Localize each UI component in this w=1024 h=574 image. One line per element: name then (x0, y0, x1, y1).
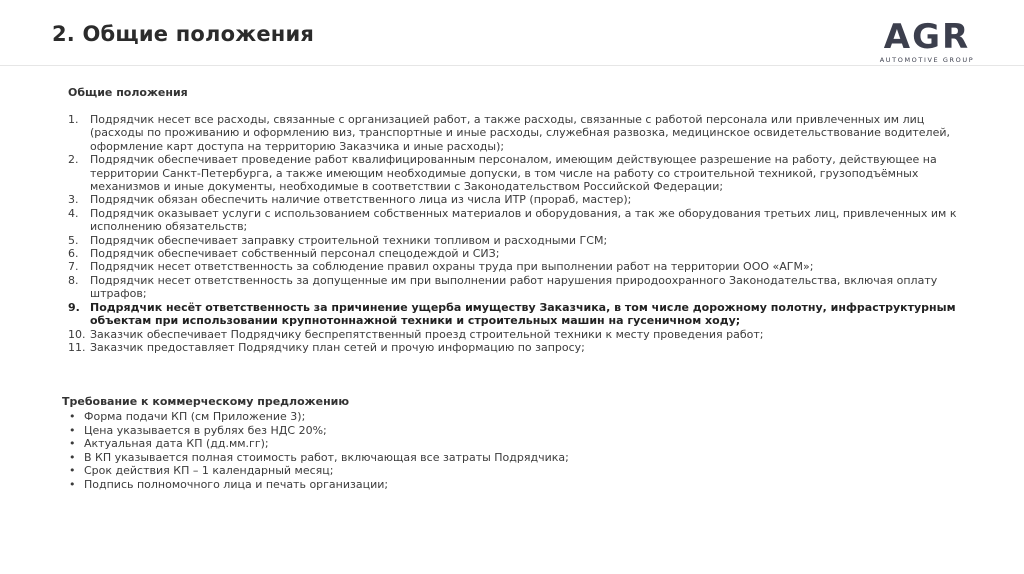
item-text: Подрядчик несет ответственность за соблюдение правил охраны труда при выполнении работ на территории ООО «АГМ»; (90, 260, 814, 274)
item-number: 10. (68, 327, 86, 341)
logo-subtitle: AUTOMOTIVE GROUP (879, 56, 975, 64)
item-text: Заказчик обеспечивает Подрядчику беспрепятственный проезд строительной техники к месту проведения работ; (90, 327, 764, 341)
item-text: Подрядчик оказывает услуги с использованием собственных материалов и оборудования, а так же оборудования третьих лиц, привлеченных им к исполнению обязательств; (90, 206, 957, 234)
list-item: • Подпись полномочного лица и печать организации; (62, 478, 962, 492)
general-provisions-section (68, 86, 978, 354)
list-item (68, 328, 978, 341)
item-text: Подрядчик обеспечивает проведение работ квалифицированным персоналом, имеющим действующее разрешение на работу, действующее на территории Санкт-Петербурга, а также имеющим необходимые допуски, в том числе на работу со строительной техникой, грузоподъёмных механизмов и иные документы, необходимые в соответствии с Законодательством Российской Федерации; (90, 153, 937, 194)
list-item: • В КП указывается полная стоимость работ, включающая все затраты Подрядчика; (62, 451, 962, 465)
item-text: Подрядчик несет ответственность за допущенные им при выполнении работ нарушения природоохранного Законодательства, включая оплату штрафов; (90, 273, 938, 301)
agr-logo (872, 17, 982, 66)
list-item (68, 113, 978, 153)
list-item: • Срок действия КП – 1 календарный месяц; (62, 464, 962, 478)
item-text: Подрядчик несёт ответственность за причинение ущерба имуществу Заказчика, в том числе дорожному полотну, инфраструктурным объектам при использовании крупнотоннажной техники и строительных машин на гусеничном ходу; (90, 300, 956, 328)
item-text: Заказчик предоставляет Подрядчику план сетей и прочую информацию по запросу; (90, 340, 585, 354)
list-item: • Цена указывается в рублях без НДС 20%; (62, 424, 962, 438)
item-number: 1. (68, 113, 79, 126)
header-divider (0, 65, 1024, 66)
list-item (68, 207, 978, 234)
commercial-offer-requirements-section (62, 395, 962, 492)
item-number: 11. (68, 340, 86, 354)
logo-mark: AGR (883, 17, 971, 57)
list-item: • Форма подачи КП (см Приложение 3); (62, 410, 962, 424)
list-item (68, 274, 978, 301)
item-number: 4. (68, 206, 79, 220)
item-text: Подрядчик несет все расходы, связанные с организацией работ, а также расходы, связанные с работой персонала или привлеченных им лиц (расходы по проживанию и оформлению виз, транспортные и иные расходы, служебная развозка, медицинское освидетельствование водителей, оформление карт доступа на территорию Заказчика и иные расходы); (90, 113, 951, 153)
requirements-list (62, 410, 962, 492)
item-number: 8. (68, 273, 79, 287)
item-text: Подрядчик обеспечивает заправку строительной техники топливом и расходными ГСМ; (90, 233, 608, 247)
item-text: Подрядчик обеспечивает собственный персонал спецодеждой и СИЗ; (90, 247, 500, 261)
requirements-heading: Требование к коммерческому предложению (62, 395, 350, 408)
list-item (68, 341, 978, 354)
list-item (68, 193, 978, 206)
item-number: 5. (68, 233, 79, 247)
item-number: 2. (68, 153, 79, 167)
item-number: 6. (68, 247, 79, 261)
list-item (68, 234, 978, 247)
list-item (68, 247, 978, 260)
provisions-list (68, 113, 978, 354)
item-number: 7. (68, 260, 79, 274)
page-title: 2. Общие положения (52, 22, 315, 46)
list-item (68, 153, 978, 193)
item-number: 9. (68, 300, 80, 314)
item-text: Подрядчик обязан обеспечить наличие ответственного лица из числа ИТР (прораб, мастер); (90, 193, 632, 207)
list-item: • Актуальная дата КП (дд.мм.гг); (62, 437, 962, 451)
list-item-emphasized (68, 301, 978, 328)
general-provisions-heading: Общие положения (68, 86, 188, 99)
item-number: 3. (68, 193, 79, 207)
list-item (68, 260, 978, 273)
